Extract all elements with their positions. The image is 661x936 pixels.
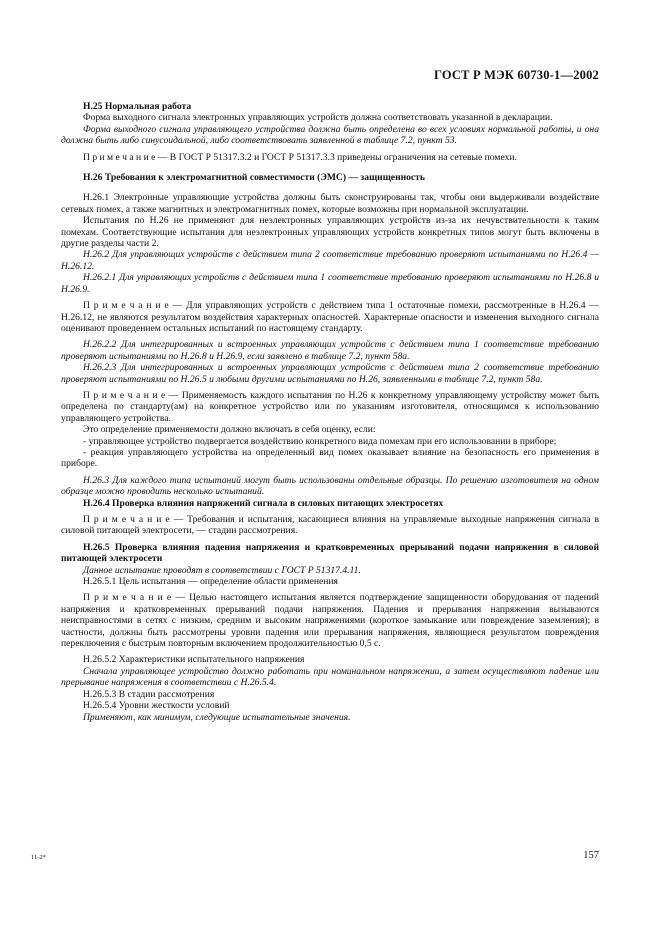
- note: [61, 300, 599, 334]
- document-body: [61, 101, 599, 723]
- note-label: П р и м е ч а н и е: [83, 389, 166, 401]
- section-h25-title: H.25 Нормальная работа: [83, 101, 192, 112]
- note-text: — В ГОСТ Р 51317.3.2 и ГОСТ Р 51317.3.3 приведены ограничения на сетевые помехи.: [155, 151, 517, 163]
- document-header: ГОСТ Р МЭК 60730-1—2002: [434, 68, 599, 82]
- paragraph: H.26.1 Электронные управляющие устройства должны быть сконструированы так, чтобы они выдерживали воздействие сетевых помех, а также магнитных и электромагнитных помех, которые возможны при нормальной эксплуатации.: [61, 192, 599, 215]
- note-text: — Для управляющих устройств с действием типа 1 остаточные помехи, рассмотренные в H.26.4 — H.26.12, не являются результатом воздействия характерных опасностей. Характерные опасности и изменения выходного сигнала оценивают проведением остальных испытаний по настоящему стандарту.: [61, 300, 599, 334]
- paragraph: H.26.2.3 Для интегрированных и встроенных управляющих устройств с действием типа 2 соответствие требованию проверяют испытаниями по H.26.5 и любыми другими испытаниями по H.26, заявленными в таблице 7.2, пункт 58a.: [61, 362, 599, 385]
- section-h26-4-title: H.26.4 Проверка влияния напряжений сигнала в силовых питающих электросетях: [83, 497, 444, 509]
- list-item: - реакция управляющего устройства на определенный вид помех оказывает влияние на безопасность его применения в приборе.: [61, 446, 599, 470]
- section-h26-title: H.26 Требования к электромагнитной совместимости (ЭМС) — защищенность: [83, 172, 425, 184]
- paragraph: H.26.2.2 Для интегрированных и встроенных управляющих устройств с действием типа 1 соответствие требованию проверяют испытаниями по H.26.8 и H.26.9, если заявлено в таблице 7.2, пункт 58a.: [61, 339, 599, 362]
- paragraph: Испытания по H.26 не применяют для неэлектронных управляющих устройств из-за их нечувствительности к таким помехам. Соответствующие испытания для неэлектронных управляющих устройств конкретных типов могут быть включены в другие разделы части 2.: [61, 215, 599, 250]
- page-number: 157: [583, 850, 599, 861]
- paragraph: H.26.5.2 Характеристики испытательного напряжения: [83, 654, 305, 666]
- paragraph: H.26.3 Для каждого типа испытаний могут быть использованы отдельные образцы. По решению изготовителя на одном образце можно проводить несколько испытаний.: [61, 474, 599, 498]
- paragraph: Применяют, как минимум, следующие испытательные значения.: [83, 711, 351, 723]
- paragraph: Форма выходного сигнала управляющего устройства должна быть определена во всех условиях нормальной работы, и она должна быть либо синусоидальной, либо соответствовать заявленной в таблице 7.2, пункт 53.: [61, 123, 599, 147]
- paragraph: H.26.2 Для управляющих устройств с действием типа 2 соответствие требованию проверяют испытаниями по H.26.4 — H.26.12.: [61, 249, 599, 272]
- section-h26-5-title: H.26.5 Проверка влияния падения напряжения и кратковременных прерываний подачи напряжения в силовой питающей электросети: [61, 541, 599, 565]
- paragraph: Данное испытание проводят в соответствии с ГОСТ Р 51317.4.11.: [83, 564, 361, 576]
- paragraph: H.26.5.3 В стадии рассмотрения: [83, 688, 215, 700]
- paragraph: Форма выходного сигнала электронных управляющих устройств должна соответствовать указанной в декларации.: [83, 112, 553, 124]
- note-text: — Целью настоящего испытания является подтверждение защищенности оборудования от падений напряжения и кратковременных прерываний подачи напряжения. Падения и прерывания напряжения вызываются неисправностями в сетях с низким, средним и высоким напряжениями (короткое замыкание или повреждение заземления); в частности, должны быть рассмотрены уровни падения или прерывания напряжения, являющиеся результатом повреждения переключения с быстрым повторным включением продолжительностью 0,5 с.: [61, 592, 599, 650]
- paragraph: Сначала управляющее устройство должно работать при номинальном напряжении, а затем осуществляют падение или прерывание напряжения в соответствии с H.26.5.4.: [61, 665, 599, 689]
- note: [61, 592, 599, 649]
- note-text: — Требования и испытания, касающиеся влияния на управляемые выходные напряжения сигнала в силовой питающей электросети, — стадии рассмотрения.: [61, 514, 599, 537]
- paragraph: H.26.2.1 Для управляющих устройств с действием типа 1 соответствие требованию проверяют испытаниями по H.26.8 и H.26.9.: [61, 272, 599, 295]
- footer-mark: 11-2*: [31, 854, 46, 861]
- note-label: П р и м е ч а н и е: [83, 514, 170, 525]
- note: [61, 152, 599, 163]
- paragraph: H.26.5.4 Уровни жесткости условий: [83, 700, 230, 712]
- note-label: П р и м е ч а н и е: [83, 151, 156, 163]
- note-label: П р и м е ч а н и е: [83, 300, 169, 312]
- list-item: - управляющее устройство подвергается воздействию конкретного вида помехам при его использовании в приборе;: [83, 435, 557, 447]
- note-label: П р и м е ч а н и е: [83, 592, 172, 604]
- note: [61, 514, 599, 537]
- note: [61, 390, 599, 424]
- paragraph: H.26.5.1 Цель испытания — определение области применения: [83, 576, 338, 588]
- paragraph: Это определение применяемости должно включать в себя оценку, если:: [83, 424, 376, 436]
- note-text: — Применяемость каждого испытания по H.26 к конкретному управляющему устройству может быть определена по стандарту(ам) на конкретное устройство или по указаниям изготовителя, относящимся к использованию управляющего устройства.: [61, 389, 599, 424]
